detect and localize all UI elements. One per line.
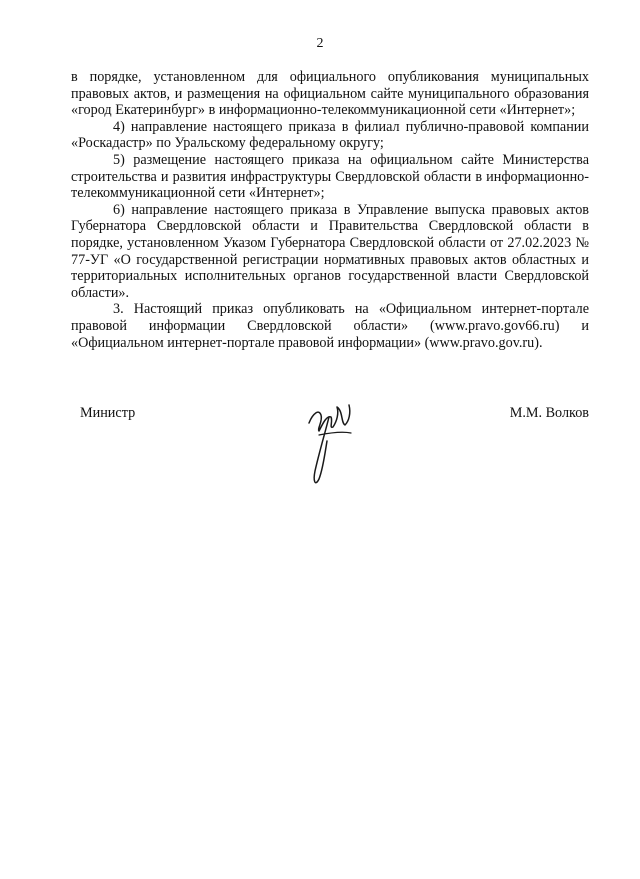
paragraph-item-4: 4) направление настоящего приказа в филиал публично-правовой компании «Роскадастр» по Уральскому федеральному округу; <box>71 118 589 152</box>
page-number: 2 <box>316 36 324 51</box>
signatory-name: М.М. Волков <box>509 405 589 421</box>
paragraph-item-5: 5) размещение настоящего приказа на официальном сайте Министерства строительства и развития инфраструктуры Свердловской области в информационно-телекоммуникационной сети «Интернет»; <box>71 151 589 202</box>
paragraph-clause-3: 3. Настоящий приказ опубликовать на «Официальном интернет-портале правовой информации Свердловской области» (www.pravo.gov66.ru) и «Официальном интернет-портале правовой информации» (www.pravo.gov.ru). <box>71 301 589 351</box>
paragraph-item-6: 6) направление настоящего приказа в Управление выпуска правовых актов Губернатора Свердловской области и Правительства Свердловской области в порядке, установленном Указом Губернатора Свердловской области от 27.02.2023 № 77-УГ «О государственной регистрации нормативных правовых актов областных и территориальных исполнительных органов государственной власти Свердловской области». <box>71 201 589 301</box>
signature-block <box>71 405 589 515</box>
handwritten-signature <box>289 393 369 503</box>
document-body <box>71 69 589 351</box>
paragraph-publication-order: в порядке, установленном для официального опубликования муниципальных правовых актов, и размещения на официальном сайте муниципального образования «город Екатеринбург» в информационно-телекоммуникационной сети «Интернет»; <box>71 69 589 119</box>
signatory-title: Министр <box>80 405 136 421</box>
